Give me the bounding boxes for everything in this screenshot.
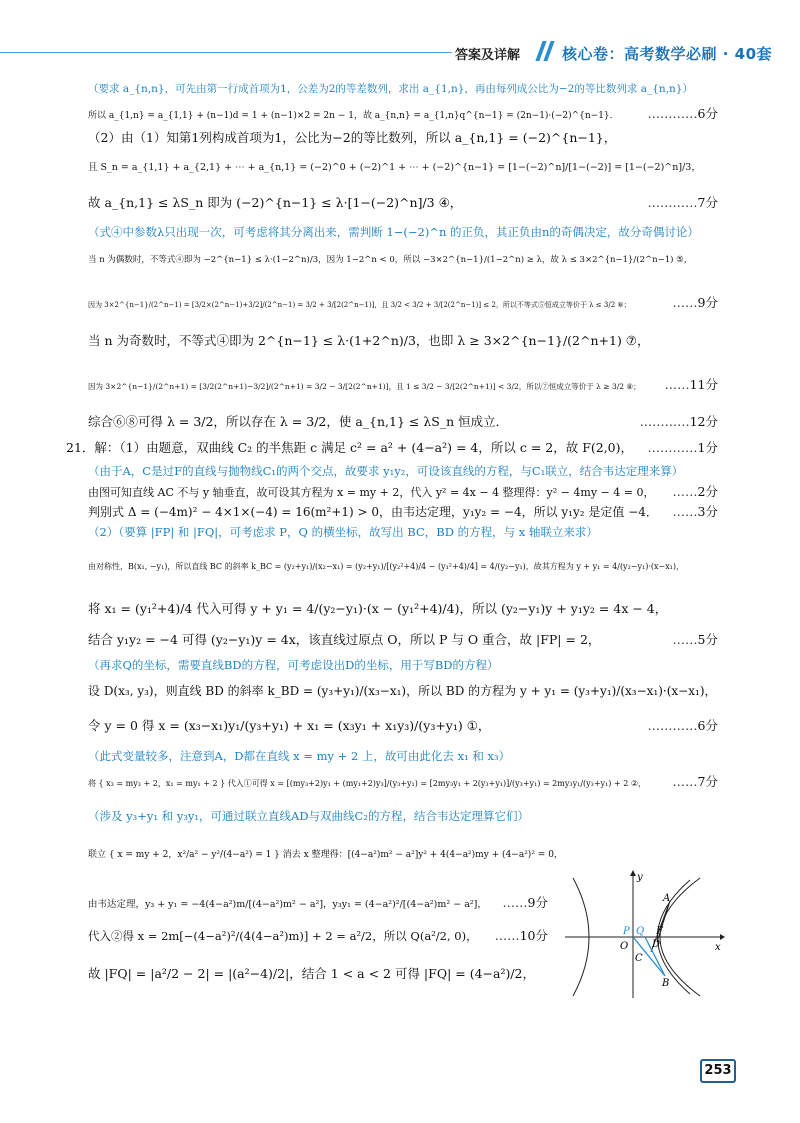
x-axis-arrow-icon — [720, 934, 725, 940]
hint-line: （此式变量较多，注意到A，D都在直线 x = my + 2 上，故可由此化去 x₁ 和 x₃） — [88, 749, 511, 763]
solution-line: 当 n 为奇数时，不等式④即为 2^{n−1} ≤ λ·(1+2^n)/3，也即 λ ≥ 3×2^{n−1}/(2^n+1) ⑦， — [88, 333, 650, 348]
question-21-line: 21．解：（1）由题意，双曲线 C₂ 的半焦距 c 满足 c² = a² + (4−a²) = 4，所以 c = 2，故 F(2,0)， …………1分 — [66, 440, 718, 455]
solution-line: 令 y = 0 得 x = (x₃−x₁)y₁/(y₃+y₁) + x₁ = (x₃y₁ + x₁y₃)/(y₃+y₁) ①， …………6分 — [88, 718, 718, 733]
solution-line: 结合 y₁y₂ = −4 可得 (y₂−y₁)y = 4x，该直线过原点 O，所以 P 与 O 重合，故 |FP| = 2， ……5分 — [88, 632, 718, 647]
header-rule — [0, 52, 452, 53]
solution-line: 所以 a_{1,n} = a_{1,1} + (n−1)d = 1 + (n−1)×2 = 2n − 1，故 a_{n,n} = a_{1,n}q^{n−1} = (2n−1)·(−2)^{n−1}． …………6分 — [88, 106, 718, 121]
solution-line: 综合⑥⑧可得 λ = 3/2，所以存在 λ = 3/2，使 a_{n,1} ≤ λS_n 恒成立． …………12分 — [88, 414, 718, 429]
solution-line: 判别式 Δ = (−4m)² − 4×1×(−4) = 16(m²+1) > 0，由韦达定理，y₁y₂ = −4，所以 y₁y₂ 是定值 −4． ……3分 — [88, 504, 718, 519]
solution-line: 由图可知直线 AC 不与 y 轴垂直，故可设其方程为 x = my + 2，代入 y² = 4x − 4 整理得：y² − 4my − 4 = 0， ……2分 — [88, 484, 718, 499]
hint-line: （再求Q的坐标，需要直线BD的方程，可考虑设出D的坐标，用于写BD的方程） — [88, 658, 499, 672]
y-axis-arrow-icon — [630, 870, 636, 876]
label-x: x — [715, 942, 721, 953]
solution-line: 因为 3×2^{n−1}/(2^n−1) = [3/2×(2^n−1)+3/2]/(2^n−1) = 3/2 + 3/[2(2^n−1)]，且 3/2 < 3/2 + 3/[2(2^n−1)] ≤ 2，所以不等式⑤恒成立等价于 λ ≤ 3/2 ⑥； ……9分 — [88, 295, 718, 310]
label-p: P — [623, 926, 630, 937]
header-book-title: 核心卷：高考数学必刷 · 40套 — [562, 45, 773, 63]
solution-line: 将 { x₃ = my₃ + 2，x₁ = my₁ + 2 } 代入①可得 x = [(my₃+2)y₁ + (my₁+2)y₃]/(y₃+y₁) = [2my₃y₁ + 2(y₃+y₁)]/(y₃+y₁) = 2my₃y₁/(y₃+y₁) + 2 ②， ……7分 — [88, 774, 718, 789]
solution-line: 由韦达定理，y₃ + y₁ = −4(4−a²)m/[(4−a²)m² − a²]，y₃y₁ = (4−a²)²/[(4−a²)m² − a²]， ……9分 — [88, 895, 548, 910]
solution-line: 因为 3×2^{n−1}/(2^n+1) = [3/2(2^n+1)−3/2]/(2^n+1) = 3/2 − 3/[2(2^n+1)]，且 1 ≤ 3/2 − 3/[2(2^n+1)] < 3/2，所以⑦恒成立等价于 λ ≥ 3/2 ⑧； ……11分 — [88, 377, 718, 392]
header-slash-icon — [537, 41, 555, 61]
label-a: A — [663, 893, 671, 904]
label-y: y — [637, 872, 643, 883]
hyperbola-parabola-figure — [565, 868, 725, 998]
page-number: 253 — [700, 1059, 736, 1083]
hint-line: （由于A，C是过F的直线与抛物线C₁的两个交点，故要求 y₁y₂，可设该直线的方程，与C₁联立，结合韦达定理来算） — [88, 464, 684, 478]
solution-line: （2）由（1）知第1列构成首项为1，公比为−2的等比数列，所以 a_{n,1} = (−2)^{n−1}， — [88, 130, 617, 145]
header-section-label: 答案及详解 — [455, 48, 521, 63]
label-b: B — [662, 978, 670, 989]
solution-line: 故 |FQ| = |a²/2 − 2| = |(a²−4)/2|，结合 1 < a < 2 可得 |FQ| = (4−a²)/2， — [88, 966, 536, 981]
label-o: O — [620, 941, 629, 952]
label-q: Q — [636, 926, 645, 937]
solution-line: 设 D(x₃, y₃)，则直线 BD 的斜率 k_BD = (y₃+y₁)/(x₃−x₁)，所以 BD 的方程为 y + y₁ = (y₃+y₁)/(x₃−x₁)·(x−x₁)， — [88, 684, 717, 698]
hint-line: （式④中参数λ只出现一次，可考虑将其分离出来，需判断 1−(−2)^n 的正负，其正负由n的奇偶决定，故分奇偶讨论） — [88, 225, 699, 239]
label-d: D — [652, 939, 661, 950]
hint-line: （要求 a_{n,n}，可先由第一行成首项为1，公差为2的等差数列，求出 a_{1,n}，再由每列成公比为−2的等比数列求 a_{n,n}） — [88, 83, 693, 95]
label-c: C — [635, 953, 643, 964]
solution-line: 将 x₁ = (y₁²+4)/4 代入可得 y + y₁ = 4/(y₂−y₁)·(x − (y₁²+4)/4)，所以 (y₂−y₁)y + y₁y₂ = 4x − 4， — [88, 601, 668, 616]
solution-line: 当 n 为偶数时，不等式④即为 −2^{n−1} ≤ λ·(1−2^n)/3，因为 1−2^n < 0，所以 −3×2^{n−1}/(1−2^n) ≥ λ，故 λ ≤ 3×2^{n−1}/(2^n−1) ⑤， — [88, 255, 693, 265]
solution-line: 由对称性，B(x₁, −y₁)，所以直线 BC 的斜率 k_BC = (y₂+y₁)/(x₂−x₁) = (y₂+y₁)/[(y₂²+4)/4 − (y₁²+4)/4] = 4/(y₂−y₁)，故其方程为 y + y₁ = 4/(y₂−y₁)·(x−x₁)， — [88, 562, 685, 571]
solution-line: 且 S_n = a_{1,1} + a_{2,1} + ⋯ + a_{n,1} = (−2)^0 + (−2)^1 + ⋯ + (−2)^{n−1} = [1−(−2)^n]/[1−(−2)] = [1−(−2)^n]/3， — [88, 162, 701, 173]
solution-line: 联立 { x = my + 2，x²/a² − y²/(4−a²) = 1 } 消去 x 整理得：[(4−a²)m² − a²]y² + 4(4−a²)my + (4−a²)² = 0， — [88, 850, 563, 860]
hint-line: （2）（要算 |FP| 和 |FQ|，可考虑求 P，Q 的横坐标，故写出 BC，BD 的方程，与 x 轴联立来求） — [88, 525, 598, 539]
hint-line: （涉及 y₃+y₁ 和 y₃y₁，可通过联立直线AD与双曲线C₂的方程，结合韦达定理算它们） — [88, 809, 529, 823]
label-f: F — [656, 926, 663, 937]
solution-line: 代入②得 x = 2m[−(4−a²)²/(4(4−a²)m)] + 2 = a²/2，所以 Q(a²/2, 0)， ……10分 — [88, 928, 548, 943]
solution-line: 故 a_{n,1} ≤ λS_n 即为 (−2)^{n−1} ≤ λ·[1−(−2)^n]/3 ④， …………7分 — [88, 195, 718, 210]
